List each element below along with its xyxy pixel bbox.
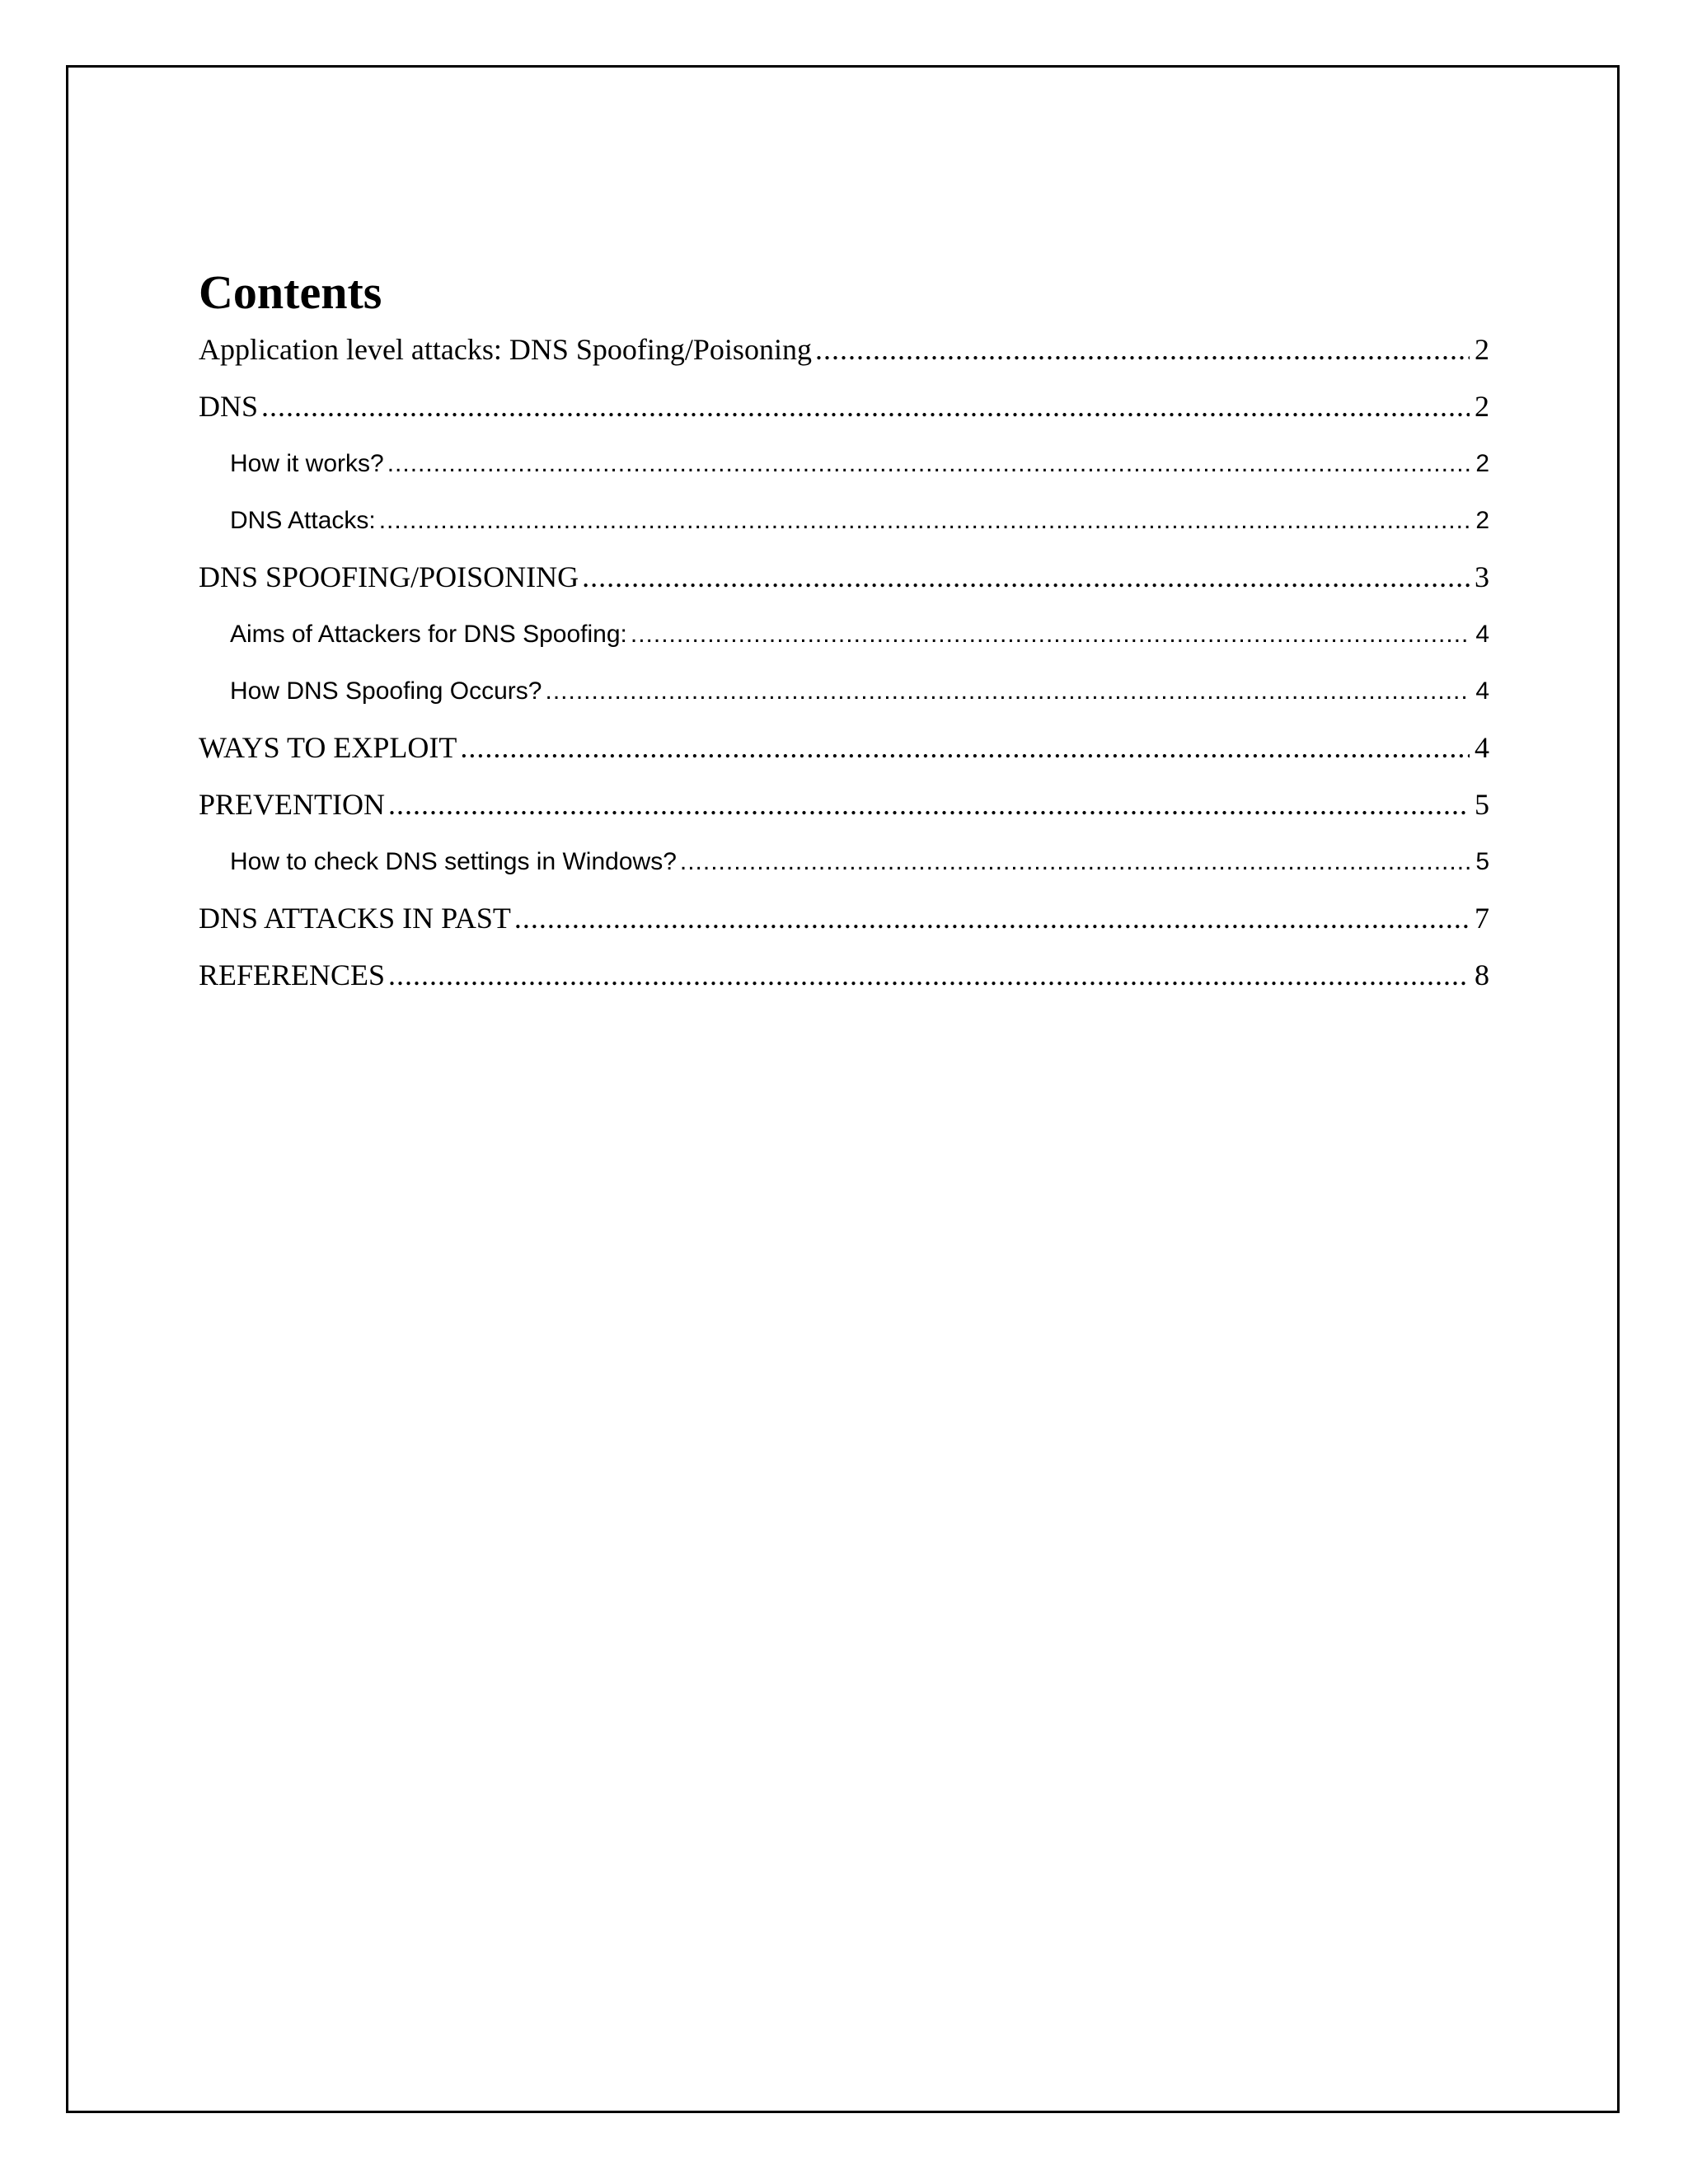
dot-leader	[514, 890, 1470, 947]
dot-leader	[388, 776, 1470, 833]
toc-entry-label: How DNS Spoofing Occurs?	[230, 663, 546, 719]
toc-page-number: 3	[1470, 549, 1489, 606]
toc-entry-how-dns-spoofing-occurs[interactable]	[199, 663, 1489, 719]
dot-leader	[680, 833, 1470, 890]
dot-leader	[460, 719, 1470, 776]
toc-page-number: 2	[1470, 435, 1489, 492]
dot-leader	[582, 549, 1470, 606]
toc-list	[199, 321, 1489, 1004]
toc-entry-application-level-attacks[interactable]	[199, 321, 1489, 378]
toc-entry-dns-attacks-in-past[interactable]	[199, 890, 1489, 947]
toc-page-number: 2	[1470, 378, 1489, 435]
toc-page-number: 8	[1470, 947, 1489, 1004]
toc-entry-label: How it works?	[230, 435, 387, 492]
toc-heading: Contents	[199, 265, 382, 319]
dot-leader	[546, 663, 1471, 719]
toc-entry-dns-spoofing-poisoning[interactable]	[199, 549, 1489, 606]
dot-leader	[261, 378, 1470, 435]
toc-entry-label: DNS ATTACKS IN PAST	[199, 890, 514, 947]
toc-entry-how-it-works[interactable]	[199, 435, 1489, 492]
toc-entry-dns[interactable]	[199, 378, 1489, 435]
toc-entry-label: PREVENTION	[199, 776, 388, 833]
toc-page-number: 2	[1470, 321, 1489, 378]
toc-entry-label: WAYS TO EXPLOIT	[199, 719, 460, 776]
dot-leader	[388, 947, 1470, 1004]
toc-entry-label: Aims of Attackers for DNS Spoofing:	[230, 606, 631, 663]
toc-entry-label: Application level attacks: DNS Spoofing/Poisoning	[199, 321, 815, 378]
toc-entry-label: REFERENCES	[199, 947, 388, 1004]
toc-entry-label: DNS SPOOFING/POISONING	[199, 549, 582, 606]
toc-entry-aims-of-attackers[interactable]	[199, 606, 1489, 663]
toc-entry-check-dns-settings-windows[interactable]	[199, 833, 1489, 890]
toc-page-number: 2	[1470, 492, 1489, 549]
toc-entry-ways-to-exploit[interactable]	[199, 719, 1489, 776]
dot-leader	[379, 492, 1471, 549]
toc-page-number: 4	[1470, 606, 1489, 663]
toc-entry-label: DNS	[199, 378, 261, 435]
dot-leader	[387, 435, 1471, 492]
toc-entry-prevention[interactable]	[199, 776, 1489, 833]
dot-leader	[815, 321, 1470, 378]
toc-entry-dns-attacks[interactable]	[199, 492, 1489, 549]
toc-entry-label: DNS Attacks:	[230, 492, 379, 549]
toc-page-number: 5	[1470, 776, 1489, 833]
toc-entry-label: How to check DNS settings in Windows?	[230, 833, 680, 890]
table-of-contents	[199, 264, 1489, 1004]
toc-page-number: 5	[1470, 833, 1489, 890]
toc-page-number: 7	[1470, 890, 1489, 947]
toc-entry-references[interactable]	[199, 947, 1489, 1004]
dot-leader	[631, 606, 1470, 663]
toc-page-number: 4	[1470, 719, 1489, 776]
toc-page-number: 4	[1470, 663, 1489, 719]
